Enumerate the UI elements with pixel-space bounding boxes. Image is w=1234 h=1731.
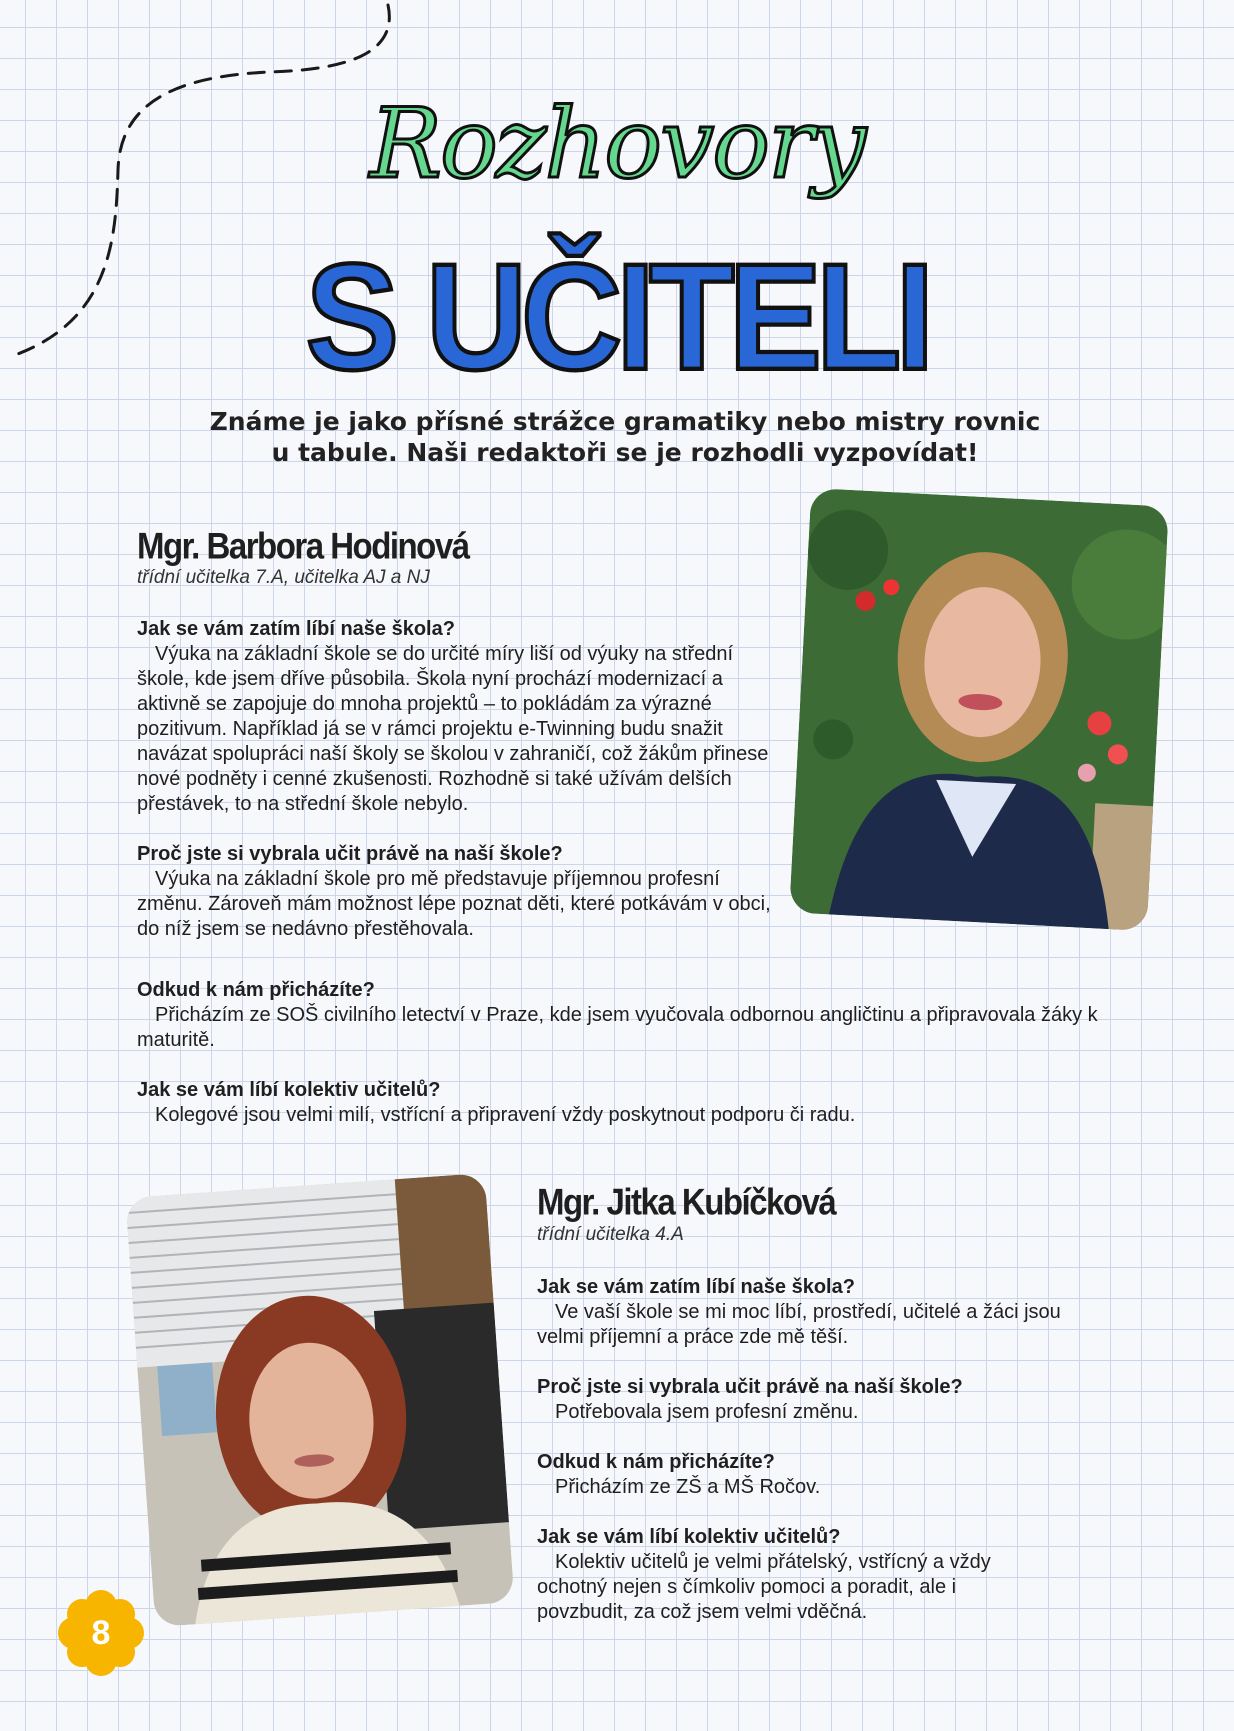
question: Proč jste si vybrala učit právě na naší škole? xyxy=(537,1376,963,1398)
question: Jak se vám líbí kolektiv učitelů? xyxy=(137,1079,441,1101)
teacher2-portrait-image xyxy=(125,1173,514,1627)
teacher2-name: Mgr. Jitka Kubíčková xyxy=(537,1180,836,1223)
answer: Kolegové jsou velmi milí, vstřícní a připravení vždy poskytnout podporu či radu. xyxy=(155,1104,856,1126)
question: Jak se vám líbí kolektiv učitelů? xyxy=(537,1526,841,1548)
intro-text xyxy=(160,406,1090,468)
teacher1-name: Mgr. Barbora Hodinová xyxy=(137,524,469,567)
answer: Ve vaší škole se mi moc líbí, prostředí, učitelé a žáci jsou velmi příjemní a práce zde mě těší. xyxy=(537,1301,1061,1348)
qa-block xyxy=(137,617,787,817)
teacher1-qa-top xyxy=(137,617,787,967)
qa-block xyxy=(137,1078,1107,1128)
page-number-badge xyxy=(58,1590,144,1676)
question: Odkud k nám přicházíte? xyxy=(137,979,375,1001)
qa-block xyxy=(537,1450,1107,1500)
question: Proč jste si vybrala učit právě na naší škole? xyxy=(137,843,563,865)
teacher1-photo xyxy=(789,488,1169,931)
answer: Kolektiv učitelů je velmi přátelský, vstřícný a vždy ochotný nejen s čímkoliv pomoci a poradit, ale i povzbudit, za což jsem velmi vděčná. xyxy=(537,1551,991,1623)
teacher1-portrait-image xyxy=(789,488,1169,931)
title-main: S UČITELI xyxy=(305,231,929,402)
teacher2-photo xyxy=(125,1173,514,1627)
qa-block xyxy=(137,978,1107,1053)
teacher2-role: třídní učitelka 4.A xyxy=(537,1224,684,1245)
qa-block xyxy=(137,842,787,942)
intro-line-2: u tabule. Naši redaktoři se je rozhodli vyzpovídat! xyxy=(271,438,979,467)
question: Jak se vám zatím líbí naše škola? xyxy=(137,618,455,640)
qa-block xyxy=(537,1525,1007,1625)
teacher1-qa-bottom xyxy=(137,978,1107,1153)
answer: Přicházím ze ZŠ a MŠ Ročov. xyxy=(555,1476,821,1498)
teacher2-qa xyxy=(537,1275,1107,1650)
answer: Přicházím ze SOŠ civilního letectví v Praze, kde jsem vyučovala odbornou angličtinu a připravovala žáky k maturitě. xyxy=(137,1004,1098,1051)
qa-block xyxy=(537,1375,1107,1425)
question: Jak se vám zatím líbí naše škola? xyxy=(537,1276,855,1298)
answer: Výuka na základní škole se do určité míry liší od výuky na střední škole, kde jsem dříve působila. Škola nyní prochází modernizací a aktivně se zapojuje do mnoha projektů – to pokládám za výrazné pozitivum. Například já se v rámci projektu e-Twinning budu snažit navázat spolupráci naší školy se školou v zahraničí, což žákům přinese nové podněty i cenné zkušenosti. Rozhodně si také užívám delších přestávek, to na střední škole nebylo. xyxy=(137,643,769,815)
title-script: Rozhovory xyxy=(369,88,865,200)
question: Odkud k nám přicházíte? xyxy=(537,1451,775,1473)
answer: Potřebovala jsem profesní změnu. xyxy=(555,1401,859,1423)
qa-block xyxy=(537,1275,1107,1350)
page-number: 8 xyxy=(91,1614,111,1652)
intro-line-1: Známe je jako přísné strážce gramatiky nebo mistry rovnic xyxy=(209,407,1041,436)
answer: Výuka na základní škole pro mě představuje příjemnou profesní změnu. Zároveň mám možnost lépe poznat děti, které potkávám v obci, do níž jsem se nedávno přestěhovala. xyxy=(137,868,771,940)
teacher1-role: třídní učitelka 7.A, učitelka AJ a NJ xyxy=(137,567,430,588)
